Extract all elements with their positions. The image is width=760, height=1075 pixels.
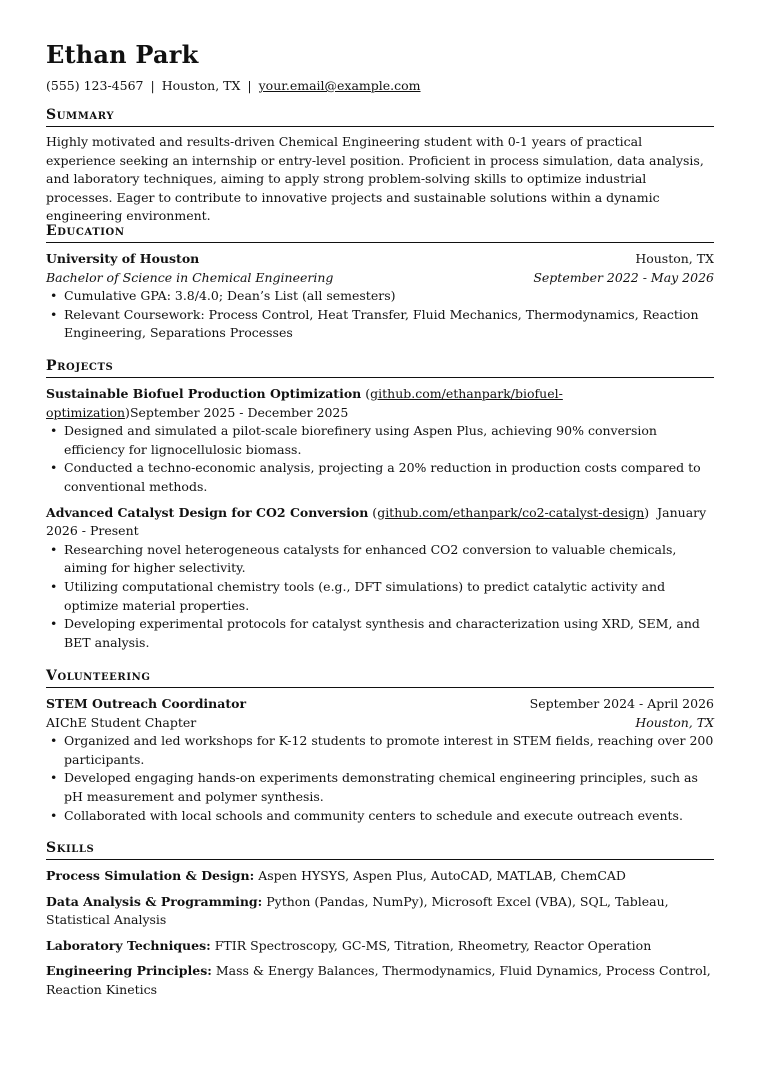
volunteering-org-row — [46, 714, 714, 733]
skill-value: Mass & Energy Balances, Thermodynamics, Fluid Dynamics, Process Control, Reaction Kinetics — [46, 963, 711, 997]
phone-number: (555) 123-4567 — [46, 78, 144, 93]
list-item: • Designed and simulated a pilot-scale biorefinery using Aspen Plus, achieving 90% conversion efficiency for lignocellulosic biomass. — [46, 422, 714, 459]
degree: Bachelor of Science in Chemical Engineering — [46, 269, 334, 285]
section-title-education: Education — [46, 222, 714, 243]
list-item: • Developed engaging hands-on experiments demonstrating chemical engineering principles, such as pH measurement and polymer synthesis. — [46, 769, 714, 806]
skill-entry — [46, 937, 714, 956]
project-header: Sustainable Biofuel Production Optimization (github.com/ethanpark/biofuel-optimization)September 2025 - December 2025 — [46, 386, 563, 420]
skills-section — [46, 839, 714, 1007]
list-item: • Utilizing computational chemistry tools (e.g., DFT simulations) to predict catalytic activity and optimize material properties. — [46, 578, 714, 615]
project-dates: September 2025 - December 2025 — [129, 404, 349, 420]
education-section — [46, 222, 714, 343]
project-bullets — [46, 541, 714, 653]
project-header: Advanced Catalyst Design for CO2 Conversion (github.com/ethanpark/co2-catalyst-design) January 2026 - Present — [46, 504, 707, 539]
list-item: • Collaborated with local schools and community centers to schedule and execute outreach events. — [46, 807, 714, 826]
project-link[interactable]: github.com/ethanpark/biofuel-optimization — [46, 386, 563, 420]
section-title-skills: Skills — [46, 839, 714, 860]
contact-line — [46, 78, 421, 93]
skill-value: Aspen HYSYS, Aspen Plus, AutoCAD, MATLAB, ChemCAD — [258, 868, 626, 883]
volunteer-role: STEM Outreach Coordinator — [46, 696, 247, 711]
skill-entry — [46, 962, 714, 999]
list-item: • Conducted a techno-economic analysis, projecting a 20% reduction in production costs compared to conventional methods. — [46, 459, 714, 496]
skill-entry — [46, 867, 714, 886]
skill-value: Python (Pandas, NumPy), Microsoft Excel (VBA), SQL, Tableau, Statistical Analysis — [46, 893, 669, 928]
list-item: • Cumulative GPA: 3.8/4.0; Dean’s List (all semesters) — [46, 287, 714, 306]
separator: | — [150, 78, 155, 93]
school-name: University of Houston — [46, 251, 200, 266]
education-header-row — [46, 250, 714, 269]
candidate-name: Ethan Park — [46, 40, 199, 69]
volunteering-header-row — [46, 695, 714, 714]
projects-section — [46, 357, 714, 652]
school-location: Houston, TX — [635, 251, 714, 266]
volunteer-location: Houston, TX — [635, 714, 714, 730]
list-item: • Organized and led workshops for K-12 students to promote interest in STEM fields, reaching over 200 participants. — [46, 732, 714, 769]
volunteer-dates: September 2024 - April 2026 — [529, 696, 714, 711]
project-name: Sustainable Biofuel Production Optimization — [46, 386, 362, 401]
project-name: Advanced Catalyst Design for CO2 Conversion — [46, 504, 369, 520]
list-item: • Developing experimental protocols for catalyst synthesis and characterization using XRD, SEM, and BET analysis. — [46, 615, 714, 652]
separator: | — [247, 78, 252, 93]
project-bullets — [46, 422, 714, 496]
list-item: • Researching novel heterogeneous catalysts for enhanced CO2 conversion to valuable chemicals, aiming for higher selectivity. — [46, 541, 714, 578]
volunteering-bullets — [46, 732, 714, 825]
skill-label: Laboratory Techniques: — [46, 937, 211, 953]
volunteer-org: AIChE Student Chapter — [46, 714, 197, 730]
list-item: • Relevant Coursework: Process Control, Heat Transfer, Fluid Mechanics, Thermodynamics, Reaction Engineering, Separations Processes — [46, 306, 714, 343]
location: Houston, TX — [161, 78, 241, 93]
volunteering-section — [46, 667, 714, 825]
education-bullets — [46, 287, 714, 343]
education-dates: September 2022 - May 2026 — [533, 269, 714, 285]
project-link[interactable]: github.com/ethanpark/co2-catalyst-design — [377, 504, 645, 520]
project-dates: January 2026 - Present — [46, 504, 707, 539]
section-title-projects: Projects — [46, 357, 714, 378]
skill-label: Process Simulation & Design: — [46, 868, 255, 883]
education-degree-row — [46, 269, 714, 288]
skill-label: Engineering Principles: — [46, 963, 212, 979]
skill-value: FTIR Spectroscopy, GC-MS, Titration, Rheometry, Reactor Operation — [214, 937, 652, 953]
skill-entry — [46, 893, 714, 930]
skill-label: Data Analysis & Programming: — [46, 893, 263, 909]
email-link[interactable]: your.email@example.com — [258, 78, 421, 93]
skills-list — [46, 867, 714, 1000]
section-title-volunteering: Volunteering — [46, 667, 714, 688]
summary-section — [46, 106, 714, 226]
summary-text: Highly motivated and results-driven Chemical Engineering student with 0-1 years of practical experience seeking an internship or entry-level position. Proficient in process simulation, data analysis, and laboratory techniques, aiming to apply strong problem-solving skills to optimize industrial processes. Eager to contribute to innovative projects and sustainable solutions within a dynamic engineering environment. — [46, 134, 704, 224]
section-title-summary: Summary — [46, 106, 714, 127]
